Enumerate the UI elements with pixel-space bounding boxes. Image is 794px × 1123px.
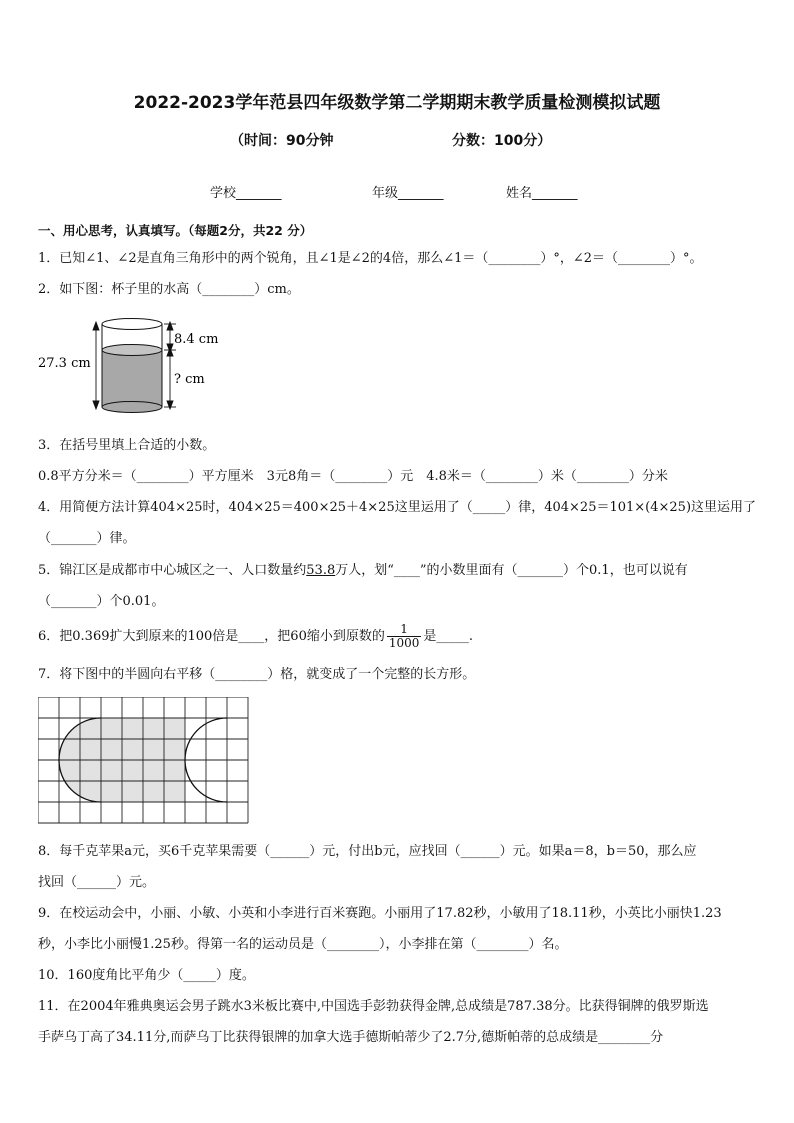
question-5-line-2: （_______）个0.01。	[38, 594, 165, 609]
question-4-line-1: 4．用简便方法计算404×25时，404×25＝400×25＋4×25这里运用了（_____）律，404×25＝101×(4×25)这里运用了	[38, 500, 757, 515]
question-8-line-1: 8．每千克苹果a元，买6千克苹果需要（______）元，付出b元，应找回（______）元。如果a＝8，b＝50，那么应	[38, 844, 697, 859]
question-3: 3．在括号里填上合适的小数。	[38, 438, 216, 453]
q5-underlined-number: 53.8	[306, 563, 336, 578]
cup-water	[102, 345, 162, 413]
question-6	[38, 622, 473, 652]
grade-field: 年级_______	[372, 186, 444, 201]
question-9-line-2: 秒，小李比小丽慢1.25秒。得第一名的运动员是（________），小李排在第（________）名。	[38, 937, 568, 952]
cup-top-label: 8.4 cm	[174, 332, 219, 347]
cup-total-label: 27.3 cm	[38, 356, 91, 371]
question-3-items: 0.8平方分米＝（________）平方厘米 3元8角＝（________）元 4.8米＝（________）米（________）分米	[38, 469, 668, 484]
question-7: 7．将下图中的半圆向右平移（________）格，就变成了一个完整的长方形。	[38, 667, 476, 682]
q6-fraction-denominator: 1000	[388, 636, 420, 650]
exam-time: （时间：90分钟	[230, 133, 334, 149]
cup-unknown-label: ? cm	[174, 372, 205, 387]
question-2: 2．如下图：杯子里的水高（________）cm。	[38, 282, 300, 297]
cup-diagram	[36, 316, 236, 418]
school-field: 学校_______	[210, 186, 282, 201]
question-8-line-2: 找回（______）元。	[38, 875, 156, 890]
grid-diagram	[38, 697, 252, 827]
exam-score: 分数：100分）	[452, 133, 552, 149]
q6-fraction	[387, 623, 422, 650]
q6-suffix: 是_____.	[423, 629, 474, 644]
q5-suffix: 万人，划“____”的小数里面有（_______）个0.1，也可以说有	[335, 563, 688, 578]
question-10: 10．160度角比平角少（_____）度。	[38, 968, 255, 983]
question-11-line-2: 手萨乌丁高了34.11分,而萨乌丁比获得银牌的加拿大选手德斯帕蒂少了2.7分,德斯帕蒂的总成绩是________分	[38, 1030, 664, 1045]
section-heading: 一、用心思考，认真填写。（每题2分，共22 分）	[38, 223, 313, 238]
q6-prefix: 6．把0.369扩大到原来的100倍是____，把60缩小到原数的	[38, 629, 385, 644]
question-9-line-1: 9．在校运动会中，小丽、小敏、小英和小李进行百米赛跑。小丽用了17.82秒，小敏用了18.11秒，小英比小丽快1.23	[38, 906, 722, 921]
name-field: 姓名_______	[506, 186, 578, 201]
question-4-line-2: （_______）律。	[38, 531, 136, 546]
q6-fraction-numerator: 1	[387, 623, 422, 637]
grid-lines	[38, 697, 248, 823]
exam-title: 2022-2023学年范县四年级数学第二学期期末教学质量检测模拟试题	[133, 93, 661, 113]
question-11-line-1: 11．在2004年雅典奥运会男子跳水3米板比赛中,中国选手彭勃获得金牌,总成绩是787.38分。比获得铜牌的俄罗斯选	[38, 999, 709, 1014]
question-1: 1．已知∠1、∠2是直角三角形中的两个锐角，且∠1是∠2的4倍，那么∠1＝（________）°，∠2＝（________）°。	[38, 251, 703, 266]
question-5-line-1	[38, 562, 688, 580]
q5-prefix: 5．锦江区是成都市中心城区之一、人口数量约	[38, 563, 307, 578]
